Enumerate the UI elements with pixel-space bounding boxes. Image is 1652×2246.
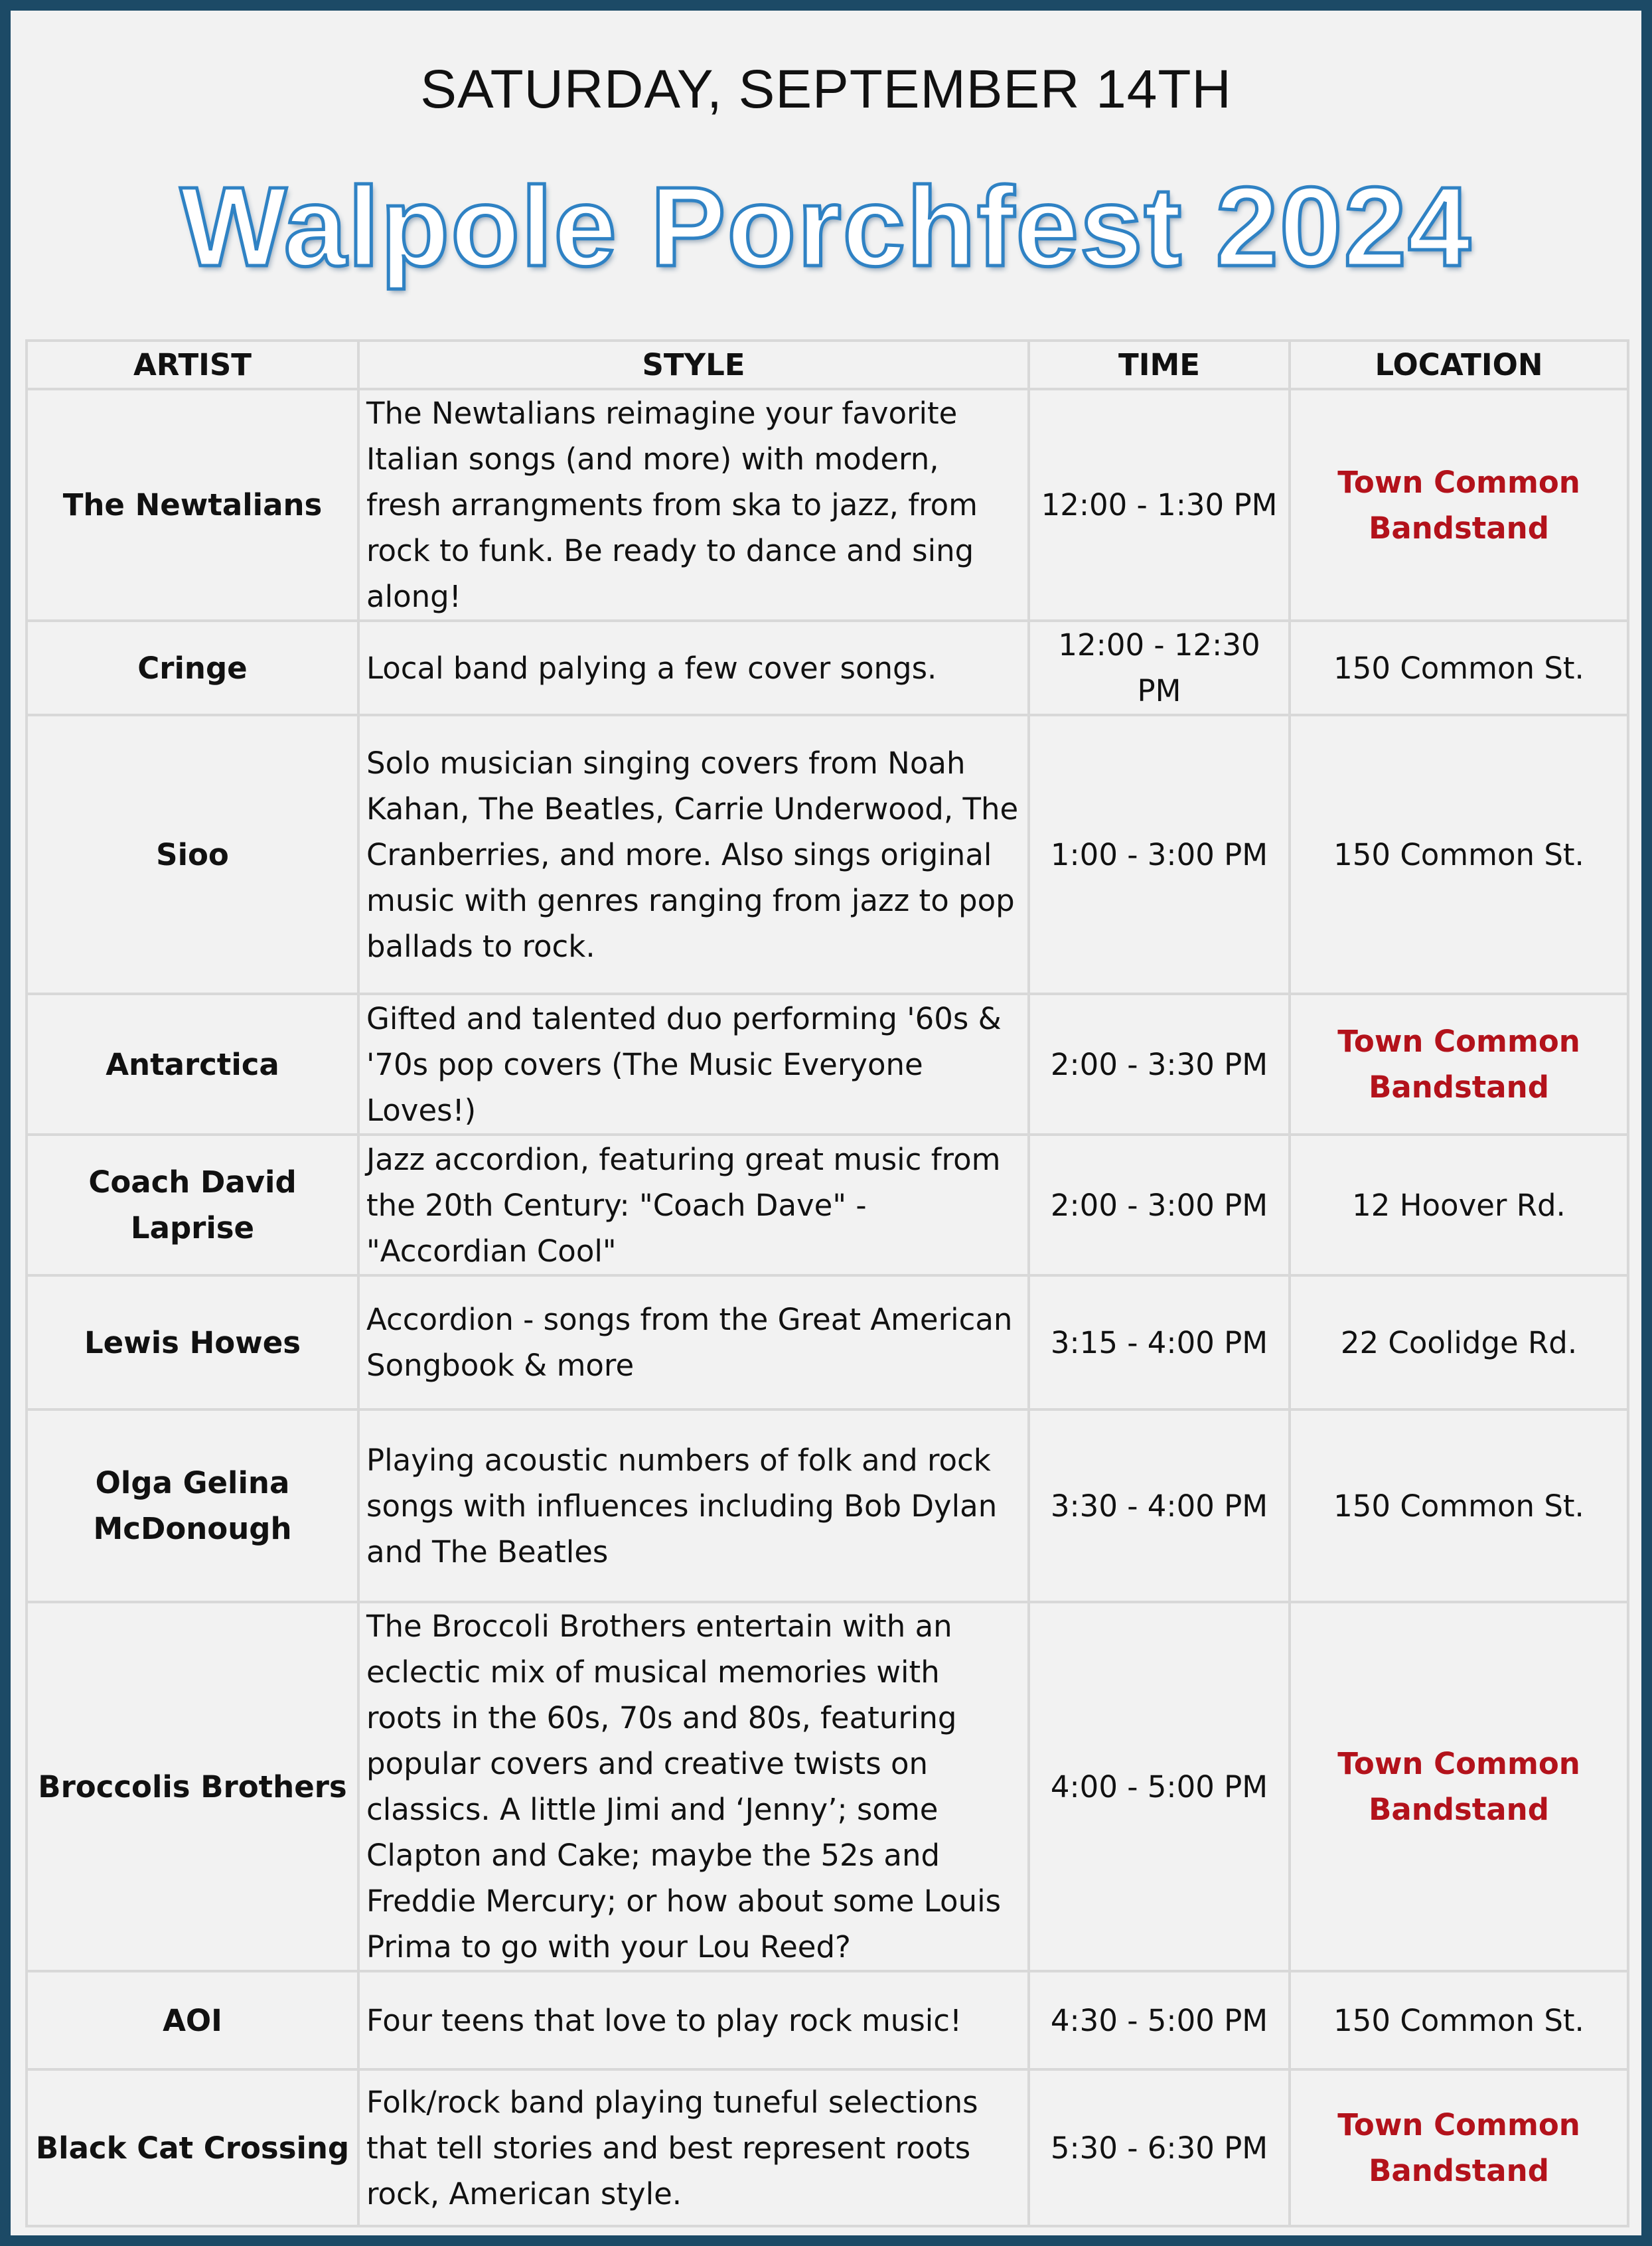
artist-name: Broccolis Brothers	[27, 1602, 358, 1971]
style-description: Folk/rock band playing tuneful selections that tell stories and best represent roots rock, American style.	[358, 2069, 1029, 2226]
artist-name: AOI	[27, 1971, 358, 2069]
performance-time: 1:00 - 3:00 PM	[1029, 715, 1290, 994]
table-row	[27, 1135, 1628, 1275]
location: Town Common Bandstand	[1290, 2069, 1628, 2226]
location: 150 Common St.	[1290, 1971, 1628, 2069]
performance-time: 2:00 - 3:00 PM	[1029, 1135, 1290, 1275]
style-description: Four teens that love to play rock music!	[358, 1971, 1029, 2069]
location: 150 Common St.	[1290, 715, 1628, 994]
table-row	[27, 389, 1628, 621]
performance-time: 3:15 - 4:00 PM	[1029, 1275, 1290, 1409]
column-header-location: LOCATION	[1290, 341, 1628, 389]
location: Town Common Bandstand	[1290, 1602, 1628, 1971]
location: 22 Coolidge Rd.	[1290, 1275, 1628, 1409]
artist-name: Lewis Howes	[27, 1275, 358, 1409]
performance-time: 4:00 - 5:00 PM	[1029, 1602, 1290, 1971]
location: 150 Common St.	[1290, 621, 1628, 715]
table-row	[27, 621, 1628, 715]
column-header-style: STYLE	[358, 341, 1029, 389]
performance-time: 12:00 - 1:30 PM	[1029, 389, 1290, 621]
artist-name: Black Cat Crossing	[27, 2069, 358, 2226]
performance-time: 3:30 - 4:00 PM	[1029, 1409, 1290, 1602]
performance-time: 12:00 - 12:30 PM	[1029, 621, 1290, 715]
style-description: Jazz accordion, featuring great music from the 20th Century: "Coach Dave" - "Accordian Cool"	[358, 1135, 1029, 1275]
table-row	[27, 2069, 1628, 2226]
festival-title: Walpole Porchfest 2024	[180, 164, 1472, 290]
style-description: Gifted and talented duo performing '60s & '70s pop covers (The Music Everyone Loves!)	[358, 994, 1029, 1135]
artist-name: Antarctica	[27, 994, 358, 1135]
table-row	[27, 715, 1628, 994]
style-description: Playing acoustic numbers of folk and rock songs with influences including Bob Dylan and The Beatles	[358, 1409, 1029, 1602]
style-description: Solo musician singing covers from Noah Kahan, The Beatles, Carrie Underwood, The Cranberries, and more. Also sings original music with genres ranging from jazz to pop ballads to rock.	[358, 715, 1029, 994]
performance-time: 4:30 - 5:00 PM	[1029, 1971, 1290, 2069]
performance-time: 2:00 - 3:30 PM	[1029, 994, 1290, 1135]
table-row	[27, 1275, 1628, 1409]
location: Town Common Bandstand	[1290, 994, 1628, 1135]
column-header-time: TIME	[1029, 341, 1290, 389]
column-header-artist: ARTIST	[27, 341, 358, 389]
location: Town Common Bandstand	[1290, 389, 1628, 621]
artist-name: Coach David Laprise	[27, 1135, 358, 1275]
location: 12 Hoover Rd.	[1290, 1135, 1628, 1275]
location: 150 Common St.	[1290, 1409, 1628, 1602]
style-description: The Newtalians reimagine your favorite Italian songs (and more) with modern, fresh arrangments from ska to jazz, from rock to funk. Be ready to dance and sing along!	[358, 389, 1029, 621]
artist-name: Cringe	[27, 621, 358, 715]
table-row	[27, 994, 1628, 1135]
style-description: Local band palying a few cover songs.	[358, 621, 1029, 715]
event-date: SATURDAY, SEPTEMBER 14TH	[420, 59, 1232, 120]
table-row	[27, 1602, 1628, 1971]
style-description: The Broccoli Brothers entertain with an eclectic mix of musical memories with roots in the 60s, 70s and 80s, featuring popular covers and creative twists on classics. A little Jimi and ‘Jenny’; some Clapton and Cake; maybe the 52s and Freddie Mercury; or how about some Louis Prima to go with your Lou Reed?	[358, 1602, 1029, 1971]
performance-time: 5:30 - 6:30 PM	[1029, 2069, 1290, 2226]
style-description: Accordion - songs from the Great American Songbook & more	[358, 1275, 1029, 1409]
artist-name: The Newtalians	[27, 389, 358, 621]
header-row	[27, 341, 1628, 389]
artist-name: Sioo	[27, 715, 358, 994]
flyer-page	[11, 11, 1641, 2235]
artist-name: Olga Gelina McDonough	[27, 1409, 358, 1602]
table-row	[27, 1971, 1628, 2069]
schedule-table	[25, 339, 1629, 2227]
table-row	[27, 1409, 1628, 1602]
